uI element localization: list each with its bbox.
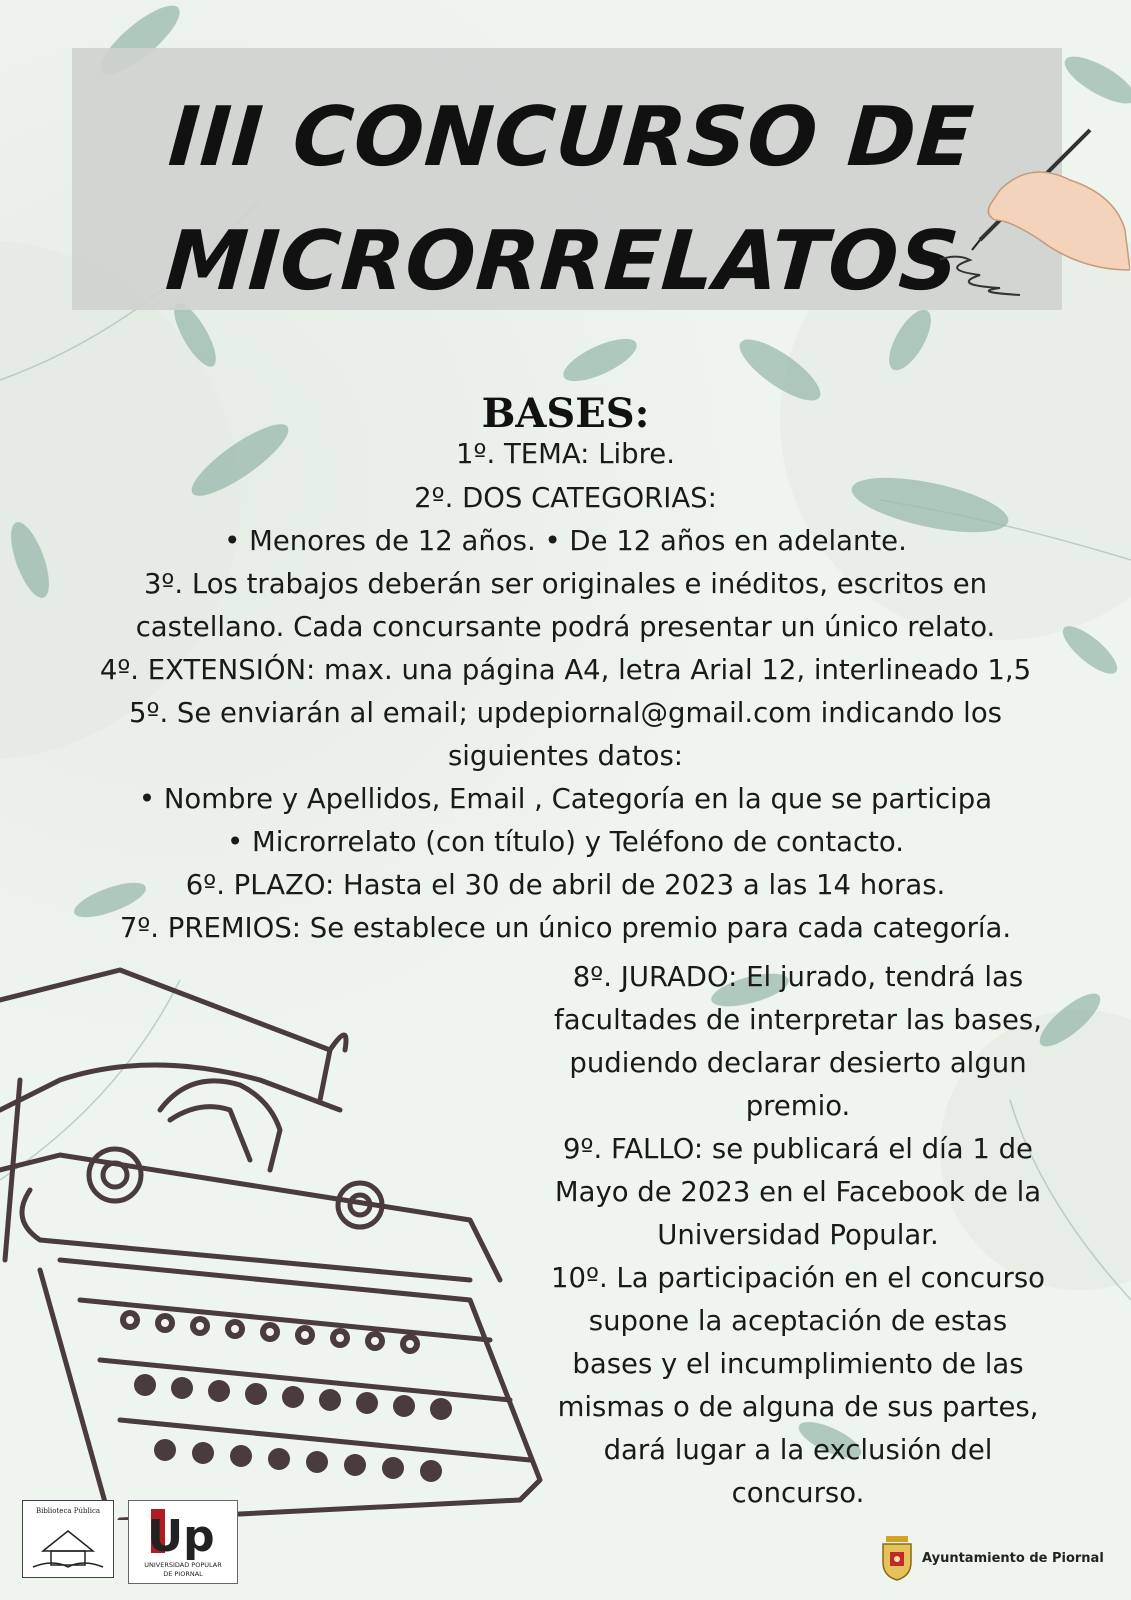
up-logo-letters: Up: [147, 1511, 215, 1562]
rule-5-line-1: 5º. Se enviarán al email; updepiornal@gmail.com indicando los: [129, 697, 1002, 729]
rule-4: 4º. EXTENSIÓN: max. una página A4, letra Arial 12, interlineado 1,5: [99, 654, 1032, 686]
rule-10-line-5: dará lugar a la exclusión del: [603, 1434, 993, 1466]
rule-2-categories: • Menores de 12 años. • De 12 años en adelante.: [224, 525, 907, 557]
title-line-2: MICRORRELATOS: [162, 214, 963, 309]
rule-10-line-4: mismas o de alguna de sus partes,: [557, 1391, 1039, 1423]
rule-1: 1º. TEMA: Libre.: [456, 438, 675, 470]
typewriter-icon: [0, 960, 560, 1520]
rule-7: 7º. PREMIOS: Se establece un único premio para cada categoría.: [119, 912, 1012, 944]
rule-6: 6º. PLAZO: Hasta el 30 de abril de 2023 a las 14 horas.: [185, 869, 946, 901]
rule-5-line-2: siguientes datos:: [447, 740, 684, 772]
council-name: Ayuntamiento de Piornal: [922, 1551, 1104, 1566]
rule-8-line-4: premio.: [745, 1090, 851, 1122]
up-logo-icon: [128, 1500, 238, 1584]
title-line-1: III CONCURSO DE: [165, 90, 978, 185]
rule-9-line-2: Mayo de 2023 en el Facebook de la: [554, 1176, 1042, 1208]
library-logo-text: Biblioteca Pública: [35, 1507, 101, 1515]
rule-10-line-6: concurso.: [731, 1477, 865, 1509]
rule-9-line-1: 9º. FALLO: se publicará el día 1 de: [563, 1133, 1033, 1165]
rule-10-line-1: 10º. La participación en el concurso: [551, 1262, 1045, 1294]
up-logo-caption-1: UNIVERSIDAD POPULAR: [144, 1561, 222, 1569]
hand-writing-icon: [940, 120, 1130, 310]
rule-3-line-2: castellano. Cada concursante podrá presentar un único relato.: [135, 611, 996, 643]
rule-5-item-1: • Nombre y Apellidos, Email , Categoría en la que se participa: [138, 783, 993, 815]
rule-10-line-2: supone la aceptación de estas: [588, 1305, 1008, 1337]
rule-3-line-1: 3º. Los trabajos deberán ser originales e inéditos, escritos en: [143, 568, 988, 600]
rule-2: 2º. DOS CATEGORIAS:: [414, 482, 717, 514]
rule-9-line-3: Universidad Popular.: [657, 1219, 939, 1251]
rule-8-line-3: pudiendo declarar desierto algun: [569, 1047, 1027, 1079]
rule-10-line-3: bases y el incumplimiento de las: [572, 1348, 1024, 1380]
rule-8-line-2: facultades de interpretar las bases,: [554, 1004, 1042, 1036]
up-logo-caption-2: DE PIORNAL: [163, 1570, 203, 1578]
coat-of-arms-icon: [880, 1530, 914, 1582]
library-logo-icon: [22, 1500, 114, 1578]
bases-heading: BASES:: [481, 390, 650, 437]
rule-8-line-1: 8º. JURADO: El jurado, tendrá las: [572, 961, 1024, 993]
rule-5-item-2: • Microrrelato (con título) y Teléfono de contacto.: [227, 826, 904, 858]
page-title: [63, 76, 1070, 324]
